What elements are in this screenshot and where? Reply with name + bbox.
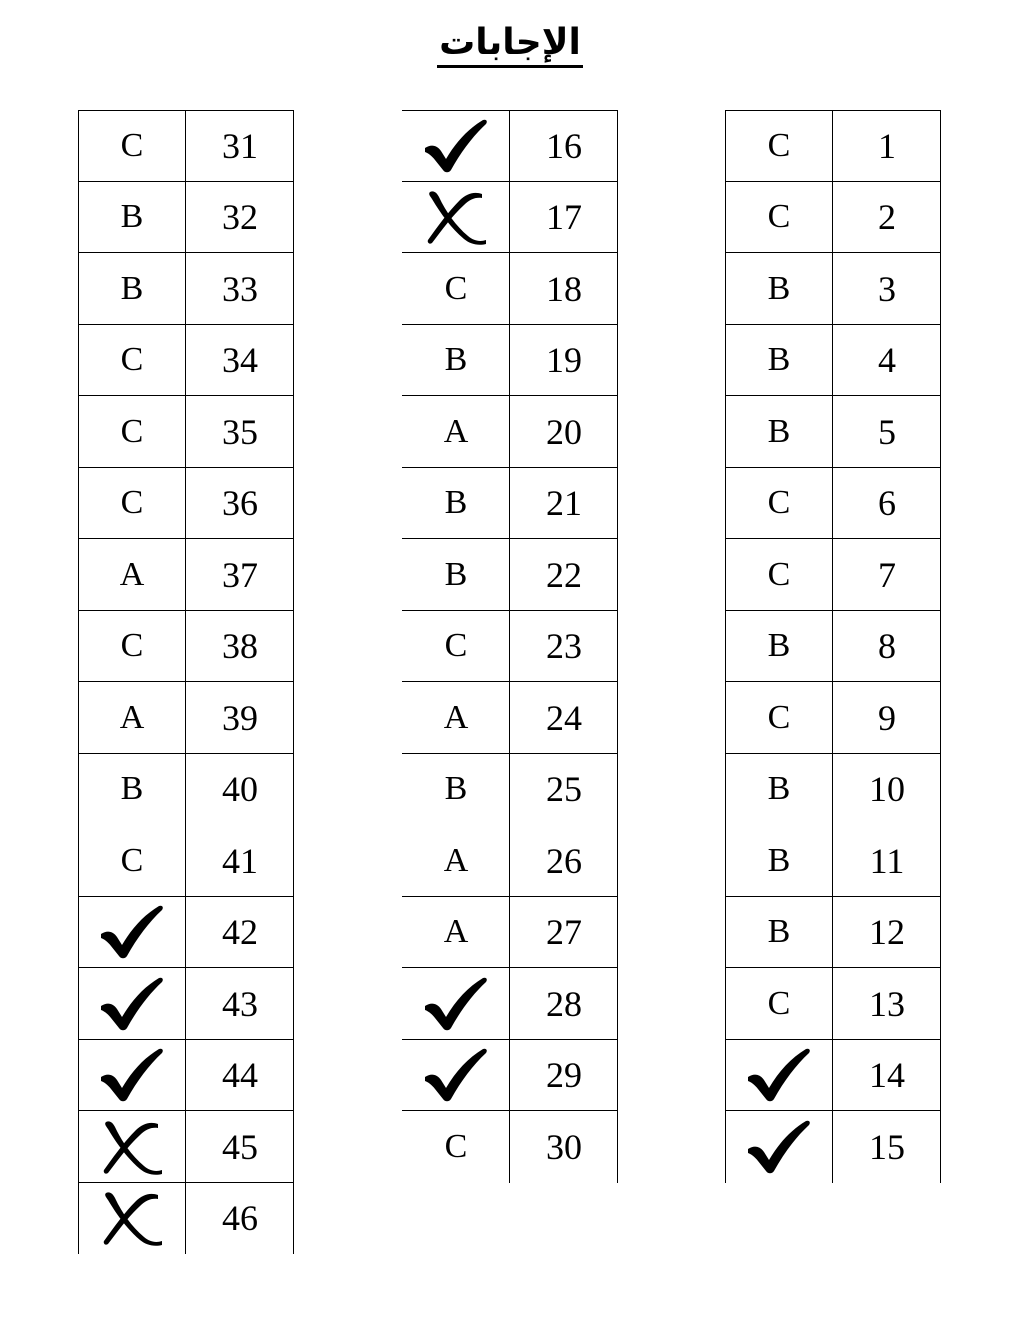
answer-letter: A xyxy=(119,555,145,593)
question-number: 10 xyxy=(869,769,905,810)
answer-column-16-30 xyxy=(402,110,618,1183)
answer-letter: A xyxy=(443,841,469,879)
answer-row xyxy=(725,325,941,397)
answer-row xyxy=(725,1040,941,1112)
answer-letter: B xyxy=(767,770,791,808)
question-number: 40 xyxy=(222,769,258,810)
answer-cell xyxy=(78,825,186,897)
question-number: 26 xyxy=(546,840,582,881)
answer-cell xyxy=(725,539,833,611)
answer-row xyxy=(402,1040,618,1112)
question-number: 11 xyxy=(869,840,905,881)
answer-cell xyxy=(78,539,186,611)
answer-row xyxy=(78,754,294,826)
answer-cell xyxy=(78,897,186,969)
answer-letter: B xyxy=(767,841,791,879)
answer-row xyxy=(402,325,618,397)
answer-letter: B xyxy=(120,269,144,307)
answer-row xyxy=(725,1111,941,1183)
answer-row xyxy=(725,968,941,1040)
question-number: 30 xyxy=(546,1126,582,1167)
question-number: 22 xyxy=(546,554,582,595)
question-number: 27 xyxy=(546,912,582,953)
answer-cell xyxy=(402,253,510,325)
question-number: 16 xyxy=(546,125,582,166)
answer-letter: C xyxy=(444,627,468,665)
answer-cell xyxy=(402,754,510,826)
answer-row xyxy=(725,253,941,325)
answer-letter: C xyxy=(120,126,144,164)
question-number: 2 xyxy=(878,197,896,238)
answer-letter: B xyxy=(767,412,791,450)
question-number: 38 xyxy=(222,626,258,667)
question-number: 1 xyxy=(878,125,896,166)
answer-letter: B xyxy=(444,484,468,522)
answer-letter: C xyxy=(767,984,791,1022)
question-number: 12 xyxy=(869,912,905,953)
check-mark-icon xyxy=(99,976,165,1032)
question-number: 19 xyxy=(546,340,582,381)
question-number: 46 xyxy=(222,1198,258,1239)
answer-letter: C xyxy=(767,698,791,736)
question-number: 20 xyxy=(546,411,582,452)
answer-cell xyxy=(725,682,833,754)
question-number: 6 xyxy=(878,483,896,524)
check-mark-icon xyxy=(423,1047,489,1103)
answer-cell xyxy=(725,182,833,254)
answer-cell xyxy=(78,396,186,468)
answer-cell xyxy=(402,897,510,969)
answer-row xyxy=(402,1111,618,1183)
answer-letter: C xyxy=(444,269,468,307)
question-number: 23 xyxy=(546,626,582,667)
answer-cell xyxy=(78,968,186,1040)
answer-cell xyxy=(402,611,510,683)
question-number: 15 xyxy=(869,1126,905,1167)
question-number: 31 xyxy=(222,125,258,166)
answer-row xyxy=(78,1111,294,1183)
answer-row xyxy=(78,182,294,254)
answer-row xyxy=(725,897,941,969)
answer-letter: C xyxy=(120,627,144,665)
answer-row xyxy=(78,611,294,683)
answer-letter: B xyxy=(767,269,791,307)
question-number: 14 xyxy=(869,1055,905,1096)
answer-cell xyxy=(402,1040,510,1112)
answer-letter: C xyxy=(120,341,144,379)
answer-letter: C xyxy=(767,126,791,164)
answer-cell xyxy=(402,325,510,397)
answer-letter: B xyxy=(767,913,791,951)
answer-row xyxy=(402,825,618,897)
question-number: 32 xyxy=(222,197,258,238)
question-number: 41 xyxy=(222,840,258,881)
answer-letter: C xyxy=(767,198,791,236)
question-number: 17 xyxy=(546,197,582,238)
answer-row xyxy=(725,825,941,897)
question-number: 13 xyxy=(869,983,905,1024)
answer-column-31-46 xyxy=(78,110,294,1254)
answer-row xyxy=(725,396,941,468)
question-number: 39 xyxy=(222,697,258,738)
answer-letter: B xyxy=(120,770,144,808)
answer-cell xyxy=(725,754,833,826)
answer-row xyxy=(725,539,941,611)
answer-cell xyxy=(402,968,510,1040)
question-number: 3 xyxy=(878,268,896,309)
answer-cell xyxy=(78,253,186,325)
answer-cell xyxy=(78,611,186,683)
question-number: 44 xyxy=(222,1055,258,1096)
answer-row xyxy=(78,468,294,540)
answer-row xyxy=(78,253,294,325)
answer-letter: C xyxy=(767,555,791,593)
answer-cell xyxy=(402,468,510,540)
answer-row xyxy=(402,396,618,468)
answer-row xyxy=(78,968,294,1040)
answer-row xyxy=(78,825,294,897)
page-title-text: الإجابات xyxy=(437,22,583,68)
answer-cell xyxy=(402,825,510,897)
answer-letter: B xyxy=(444,555,468,593)
answer-letter: C xyxy=(444,1127,468,1165)
answer-cell xyxy=(402,396,510,468)
answer-column-1-15 xyxy=(725,110,941,1183)
answer-row xyxy=(78,396,294,468)
answer-row xyxy=(402,754,618,826)
cross-mark-icon xyxy=(100,1118,164,1176)
question-number: 43 xyxy=(222,983,258,1024)
question-number: 9 xyxy=(878,697,896,738)
answer-row xyxy=(78,539,294,611)
question-number: 21 xyxy=(546,483,582,524)
question-number: 8 xyxy=(878,626,896,667)
answer-letter: C xyxy=(120,484,144,522)
page-title xyxy=(0,22,1020,68)
answer-cell xyxy=(78,325,186,397)
answer-row xyxy=(725,754,941,826)
question-number: 35 xyxy=(222,411,258,452)
question-number: 34 xyxy=(222,340,258,381)
cross-mark-icon xyxy=(100,1189,164,1247)
answer-cell xyxy=(725,897,833,969)
answer-cell xyxy=(78,468,186,540)
answer-cell xyxy=(725,253,833,325)
answer-letter: B xyxy=(120,198,144,236)
answer-row xyxy=(78,110,294,182)
answer-row xyxy=(725,611,941,683)
answer-cell xyxy=(725,1111,833,1183)
answer-row xyxy=(78,682,294,754)
answer-letter: B xyxy=(767,341,791,379)
question-number: 7 xyxy=(878,554,896,595)
answer-cell xyxy=(402,182,510,254)
answer-cell xyxy=(78,1040,186,1112)
answer-cell xyxy=(78,1183,186,1255)
answer-row xyxy=(78,1040,294,1112)
answer-cell xyxy=(725,468,833,540)
question-number: 36 xyxy=(222,483,258,524)
answer-letter: B xyxy=(444,341,468,379)
answer-cell xyxy=(725,825,833,897)
answer-letter: B xyxy=(767,627,791,665)
answer-row xyxy=(402,468,618,540)
answer-row xyxy=(725,182,941,254)
answer-row xyxy=(725,468,941,540)
answer-cell xyxy=(725,611,833,683)
check-mark-icon xyxy=(746,1119,812,1175)
question-number: 28 xyxy=(546,983,582,1024)
answer-row xyxy=(402,968,618,1040)
check-mark-icon xyxy=(423,976,489,1032)
answer-letter: A xyxy=(443,913,469,951)
question-number: 25 xyxy=(546,769,582,810)
answer-cell xyxy=(402,539,510,611)
question-number: 42 xyxy=(222,912,258,953)
answer-cell xyxy=(725,110,833,182)
answer-row xyxy=(402,253,618,325)
answer-row xyxy=(78,897,294,969)
question-number: 45 xyxy=(222,1126,258,1167)
answer-row xyxy=(402,539,618,611)
answer-row xyxy=(402,182,618,254)
question-number: 18 xyxy=(546,268,582,309)
answer-letter: C xyxy=(120,412,144,450)
answer-letter: B xyxy=(444,770,468,808)
answer-cell xyxy=(725,396,833,468)
question-number: 37 xyxy=(222,554,258,595)
question-number: 29 xyxy=(546,1055,582,1096)
answer-letter: C xyxy=(767,484,791,522)
answer-cell xyxy=(78,1111,186,1183)
question-number: 4 xyxy=(878,340,896,381)
answer-cell xyxy=(725,325,833,397)
check-mark-icon xyxy=(746,1047,812,1103)
answer-row xyxy=(78,325,294,397)
answer-cell xyxy=(725,968,833,1040)
answer-letter: A xyxy=(443,698,469,736)
answer-cell xyxy=(78,182,186,254)
cross-mark-icon xyxy=(424,188,488,246)
answer-row xyxy=(78,1183,294,1255)
answer-row xyxy=(725,110,941,182)
question-number: 5 xyxy=(878,411,896,452)
answer-letter: A xyxy=(119,698,145,736)
answer-row xyxy=(402,110,618,182)
answer-row xyxy=(402,682,618,754)
question-number: 33 xyxy=(222,268,258,309)
answer-cell xyxy=(402,1111,510,1183)
answer-cell xyxy=(78,682,186,754)
answer-cell xyxy=(725,1040,833,1112)
answer-row xyxy=(402,611,618,683)
answer-cell xyxy=(78,110,186,182)
check-mark-icon xyxy=(99,904,165,960)
question-number: 24 xyxy=(546,697,582,738)
answer-row xyxy=(402,897,618,969)
answer-letter: A xyxy=(443,412,469,450)
answer-cell xyxy=(78,754,186,826)
answer-cell xyxy=(402,682,510,754)
answer-row xyxy=(725,682,941,754)
check-mark-icon xyxy=(99,1047,165,1103)
answer-cell xyxy=(402,110,510,182)
answer-letter: C xyxy=(120,841,144,879)
check-mark-icon xyxy=(423,118,489,174)
